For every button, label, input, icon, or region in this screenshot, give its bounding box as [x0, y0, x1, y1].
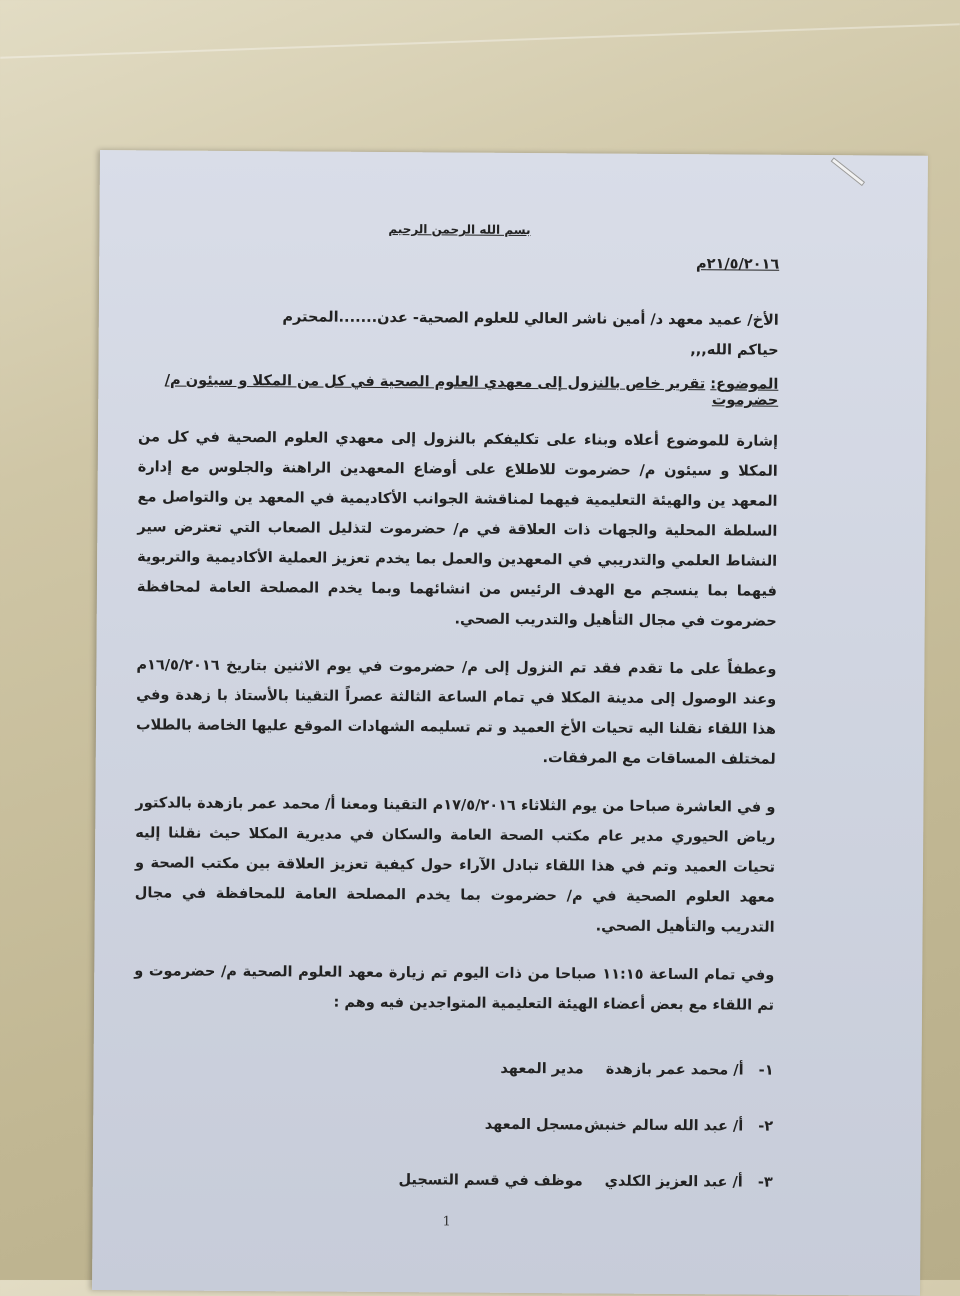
staff-number: ٢- — [758, 1118, 774, 1135]
document-page — [92, 150, 928, 1296]
subject-label: الموضوع: — [710, 376, 779, 393]
letter-body — [133, 220, 780, 1210]
staff-number: ٣- — [757, 1174, 773, 1191]
staff-role: مدير المعهد — [500, 1060, 584, 1078]
subject-text: تقرير خاص بالنزول إلى معهدي العلوم الصحية في كل من المكلا و سيئون م/ حضرموت — [164, 372, 779, 409]
floor-tile-line — [0, 23, 959, 59]
subject-line — [138, 372, 778, 408]
paragraph-3: و في العاشرة صباحا من يوم الثلاثاء ١٧/٥/٢٠١٦م التقينا ومعنا أ/ محمد عمر بازهدة بالدكتور رياض الحيوري مدير عام مكتب الصحة العامة والسكان في مديرية المكلا حيث نقلنا إليه تحيات العميد وتم في هذا اللقاء تبادل الآراء حول كيفية تعزيز العلاقة بين مكتب الصحة و معهد العلوم الصحية في م/ حضرموت بما يخدم المصلحة العامة للمحافظة في مجال التدريب والتأهيل الصحي. — [134, 795, 776, 936]
staff-row — [133, 1038, 773, 1098]
staff-number: ١- — [758, 1062, 774, 1079]
staple — [831, 157, 865, 186]
paragraph-2: وعطفاً على ما تقدم فقد تم النزول إلى م/ حضرموت في يوم الاثنين بتاريخ ١٦/٥/٢٠١٦م وعند الوصول إلى مدينة المكلا في تمام الساعة الثالثة عصراً التقينا بالأستاذ با زهدة وفي هذا اللقاء نقلنا اليه تحيات الأخ العميد و تم تسليمه الشهادات الموقع عليها الخاصة بالطلاب لمختلف المساقات مع المرفقات. — [135, 657, 777, 768]
staff-list — [133, 1038, 774, 1210]
basmala: بسم الله الرحمن الرحيم — [388, 222, 531, 238]
staff-name: أ/ عبد الله سالم خنبش — [584, 1117, 744, 1135]
staff-role: موظف في قسم التسجيل — [398, 1172, 583, 1190]
paragraph-4: وفي تمام الساعة ١١:١٥ صباحا من ذات اليوم تم زيارة معهد العلوم الصحية م/ حضرموت و تم اللقاء مع بعض أعضاء الهيئة التعليمية المتواجدين فيه وهم : — [134, 963, 775, 1014]
greeting: حياكم الله,,, — [690, 342, 779, 359]
staff-name: أ/ عبد العزيز الكلدي — [604, 1173, 743, 1191]
staff-role: مسجل المعهد — [484, 1116, 584, 1134]
date: ٢١/٥/٢٠١٦م — [695, 256, 780, 273]
staff-row — [133, 1094, 773, 1154]
page-number: 1 — [442, 1214, 451, 1230]
addressee: الأخ/ عميد معهد د/ أمين ناشر العالي للعلوم الصحية- عدن.......المحترم — [282, 309, 779, 329]
staff-row — [133, 1150, 773, 1210]
paragraph-1: إشارة للموضوع أعلاه وبناء على تكليفكم بالنزول إلى معهدي العلوم الصحية في كل من المكلا و سيئون م/ حضرموت للاطلاع على أوضاع المعهدين الراهنة والجلوس مع إدارة المعهد ين والهيئة التعليمية فيهما لمناقشة الجوانب الأكاديمية في المعهد ين والتواصل مع السلطة المحلية والجهات ذات العلاقة في م/ حضرموت لتذليل الصعاب التي تعترض سير النشاط العلمي والتدريبي في المعهدين والعمل بما يخدم تعزيز العملية الأكاديمية والتربوية فيهما بما ينسجم مع الهدف الرئيس من انشائهما وبما يخدم المصلحة العامة لمحافظة حضرموت في مجال التأهيل والتدريب الصحي. — [136, 429, 779, 630]
staff-name: أ/ محمد عمر بازهدة — [605, 1061, 744, 1079]
